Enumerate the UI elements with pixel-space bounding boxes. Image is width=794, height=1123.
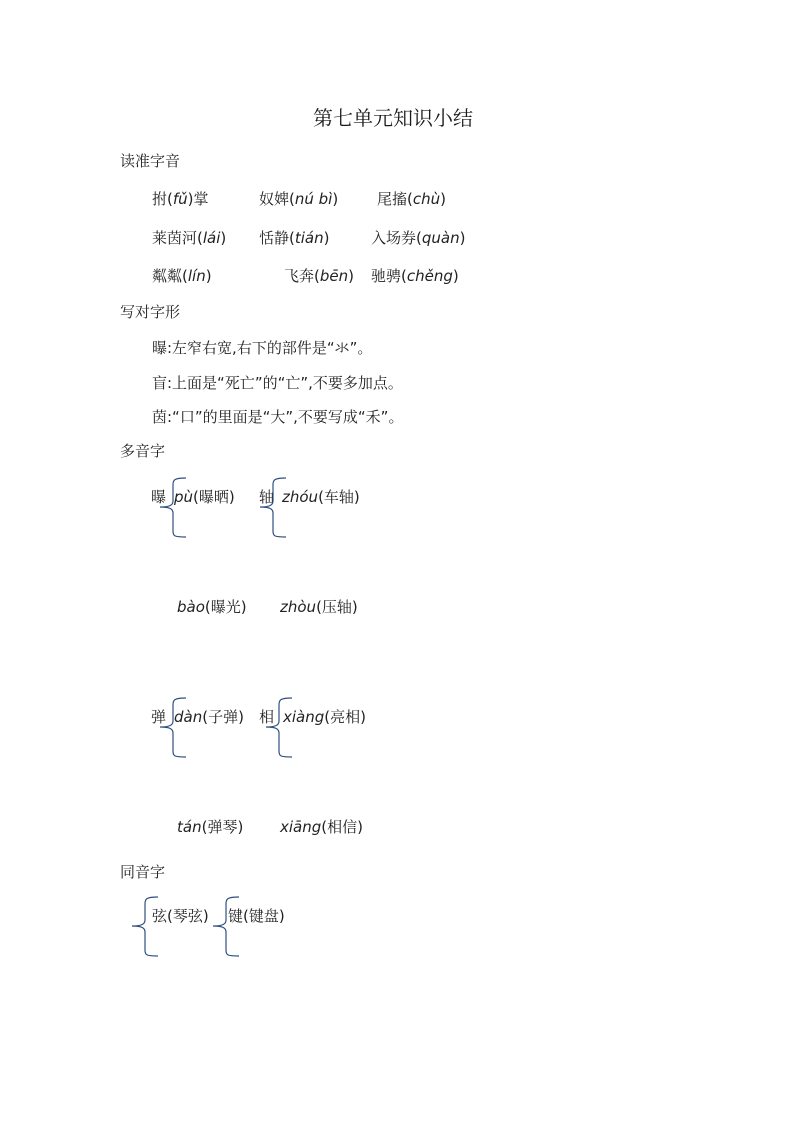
form-note: 盲:上面是“死亡”的“亡”,不要多加点。 xyxy=(152,374,403,392)
polyphone-char: 轴 xyxy=(259,488,275,506)
brace-icon xyxy=(158,697,188,759)
section-heading-write-forms: 写对字形 xyxy=(120,303,181,321)
polyphone-reading-top: dàn(子弹) xyxy=(174,708,244,726)
polyphone-reading-bottom: zhòu(压轴) xyxy=(280,598,358,616)
polyphone-reading-bottom: tán(弹琴) xyxy=(177,818,244,836)
pinyin-item: 尾搐(chù) xyxy=(377,190,446,208)
polyphone-reading-bottom: xiāng(相信) xyxy=(280,818,363,836)
polyphone-reading-top: pù(曝晒) xyxy=(174,488,235,506)
pinyin-item: 奴婢(nú bì) xyxy=(259,190,339,208)
pinyin-item: 粼粼(lín) xyxy=(152,267,212,285)
brace-icon xyxy=(264,697,294,759)
homophone-item: 键(键盘) xyxy=(228,907,285,925)
page-title: 第七单元知识小结 xyxy=(313,106,473,130)
homophone-item: 弦(琴弦) xyxy=(152,907,209,925)
section-heading-polyphones: 多音字 xyxy=(120,442,166,460)
pinyin-item: 莱茵河(lái) xyxy=(152,229,227,247)
pinyin-item: 拊(fǔ)掌 xyxy=(152,190,209,208)
form-note: 茵:“口”的里面是“大”,不要写成“禾”。 xyxy=(152,408,404,426)
section-heading-read-sounds: 读准字音 xyxy=(120,152,181,170)
brace-icon xyxy=(211,896,241,958)
pinyin-item: 飞奔(bēn) xyxy=(284,267,354,285)
brace-icon xyxy=(158,477,188,539)
polyphone-reading-top: xiàng(亮相) xyxy=(283,708,366,726)
polyphone-reading-top: zhóu(车轴) xyxy=(282,488,360,506)
brace-icon xyxy=(130,896,160,958)
section-heading-homophones: 同音字 xyxy=(120,863,166,881)
polyphone-char: 曝 xyxy=(151,488,167,506)
form-note: 曝:左窄右宽,右下的部件是“氺”。 xyxy=(152,339,373,357)
brace-icon xyxy=(258,477,288,539)
polyphone-char: 弹 xyxy=(151,708,167,726)
polyphone-char: 相 xyxy=(259,708,275,726)
pinyin-item: 驰骋(chěng) xyxy=(371,267,459,285)
pinyin-item: 恬静(tián) xyxy=(259,229,330,247)
polyphone-reading-bottom: bào(曝光) xyxy=(177,598,247,616)
pinyin-item: 入场券(quàn) xyxy=(371,229,466,247)
